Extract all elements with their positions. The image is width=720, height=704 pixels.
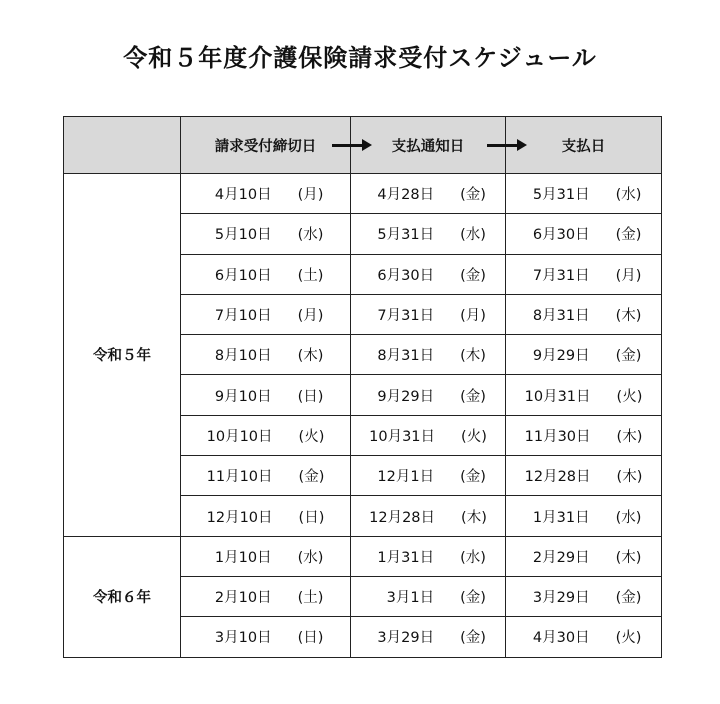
payment-date: 2月29日 <box>532 549 590 566</box>
header-payment-label: 支払日 <box>561 138 606 155</box>
deadline-date: 4月10日 <box>214 187 272 204</box>
notice-date: 12月28日 <box>369 509 436 526</box>
notice-date-weekday: (木) <box>460 348 486 365</box>
deadline-date-cell <box>181 254 351 294</box>
deadline-date-cell <box>181 375 351 415</box>
payment-date-weekday: (火) <box>616 388 643 405</box>
deadline-date-weekday: (土) <box>297 267 324 284</box>
notice-date: 5月31日 <box>377 227 435 244</box>
notice-date: 3月1日 <box>386 590 435 607</box>
notice-date: 4月28日 <box>377 187 435 204</box>
notice-date-weekday: (金) <box>460 267 486 284</box>
payment-date-weekday: (木) <box>615 549 642 566</box>
payment-date-cell <box>506 456 662 496</box>
schedule-table <box>63 116 662 658</box>
payment-date-weekday: (月) <box>615 267 642 284</box>
payment-date: 10月31日 <box>524 388 591 405</box>
payment-date-weekday: (金) <box>615 590 642 607</box>
payment-date: 6月30日 <box>532 227 590 244</box>
notice-date-weekday: (金) <box>460 630 486 647</box>
deadline-date-weekday: (月) <box>297 187 324 204</box>
payment-date-cell <box>506 496 662 536</box>
deadline-date-weekday: (金) <box>298 469 325 486</box>
deadline-date-cell <box>181 536 351 576</box>
notice-date-cell <box>351 294 506 334</box>
deadline-date-weekday: (日) <box>297 388 324 405</box>
deadline-date-cell <box>181 456 351 496</box>
notice-date-cell <box>351 174 506 214</box>
notice-date-weekday: (火) <box>461 428 487 445</box>
notice-date: 6月30日 <box>377 267 435 284</box>
header-deadline <box>181 117 351 174</box>
notice-date-cell <box>351 617 506 657</box>
header-deadline-label: 請求受付締切日 <box>214 138 317 155</box>
deadline-date-cell <box>181 415 351 455</box>
page-title: 令和５年度介護保険請求受付スケジュール <box>123 44 597 72</box>
table-row <box>64 174 662 214</box>
header-year <box>64 117 181 174</box>
deadline-date: 7月10日 <box>214 308 272 325</box>
notice-date-weekday: (水) <box>460 227 486 244</box>
notice-date-weekday: (木) <box>461 509 487 526</box>
deadline-date: 1月10日 <box>214 549 272 566</box>
notice-date-weekday: (月) <box>460 308 486 325</box>
payment-date-weekday: (木) <box>615 308 642 325</box>
deadline-date-weekday: (木) <box>297 348 324 365</box>
notice-date-cell <box>351 335 506 375</box>
year-label: 令和６年 <box>64 536 181 657</box>
notice-date-cell <box>351 536 506 576</box>
payment-date-cell <box>506 254 662 294</box>
payment-date: 7月31日 <box>532 267 590 284</box>
payment-date-weekday: (木) <box>616 469 643 486</box>
payment-date-weekday: (金) <box>615 227 642 244</box>
deadline-date: 2月10日 <box>214 590 272 607</box>
payment-date-cell <box>506 536 662 576</box>
deadline-date-weekday: (日) <box>297 630 324 647</box>
notice-date: 7月31日 <box>377 308 435 325</box>
payment-date: 3月29日 <box>532 590 590 607</box>
deadline-date: 12月10日 <box>206 509 273 526</box>
payment-date: 1月31日 <box>532 509 590 526</box>
payment-date-weekday: (水) <box>615 187 642 204</box>
payment-date-cell <box>506 576 662 616</box>
notice-date-cell <box>351 415 506 455</box>
deadline-date: 10月10日 <box>206 428 273 445</box>
payment-date: 4月30日 <box>532 630 590 647</box>
header-payment <box>506 117 662 174</box>
header-notice <box>351 117 506 174</box>
header-notice-label: 支払通知日 <box>391 138 465 155</box>
payment-date-weekday: (木) <box>616 428 643 445</box>
notice-date: 8月31日 <box>377 348 435 365</box>
deadline-date-cell <box>181 576 351 616</box>
payment-date: 9月29日 <box>532 348 590 365</box>
notice-date-cell <box>351 496 506 536</box>
notice-date-weekday: (金) <box>460 388 486 405</box>
year-label: 令和５年 <box>64 174 181 537</box>
notice-date-weekday: (水) <box>460 549 486 566</box>
deadline-date-cell <box>181 294 351 334</box>
notice-date: 1月31日 <box>377 549 435 566</box>
table-row <box>64 536 662 576</box>
notice-date: 9月29日 <box>377 388 435 405</box>
notice-date-weekday: (金) <box>460 469 486 486</box>
payment-date-weekday: (火) <box>615 630 642 647</box>
notice-date-weekday: (金) <box>460 187 486 204</box>
deadline-date: 9月10日 <box>214 388 272 405</box>
arrow-right-icon <box>332 140 372 150</box>
payment-date: 5月31日 <box>532 187 590 204</box>
payment-date-weekday: (金) <box>615 348 642 365</box>
notice-date-cell <box>351 214 506 254</box>
payment-date-cell <box>506 214 662 254</box>
deadline-date-cell <box>181 335 351 375</box>
payment-date-cell <box>506 335 662 375</box>
deadline-date: 8月10日 <box>214 348 272 365</box>
notice-date: 12月1日 <box>377 469 435 486</box>
deadline-date-weekday: (水) <box>297 549 324 566</box>
payment-date: 11月30日 <box>524 428 591 445</box>
notice-date: 10月31日 <box>369 428 436 445</box>
deadline-date-cell <box>181 214 351 254</box>
payment-date-cell <box>506 415 662 455</box>
deadline-date-weekday: (火) <box>298 428 325 445</box>
payment-date-cell <box>506 617 662 657</box>
deadline-date-cell <box>181 496 351 536</box>
deadline-date-cell <box>181 617 351 657</box>
notice-date-cell <box>351 375 506 415</box>
payment-date: 12月28日 <box>524 469 591 486</box>
deadline-date: 5月10日 <box>214 227 272 244</box>
deadline-date: 6月10日 <box>214 267 272 284</box>
arrow-right-icon <box>487 140 527 150</box>
notice-date-cell <box>351 576 506 616</box>
notice-date: 3月29日 <box>377 630 435 647</box>
deadline-date-weekday: (水) <box>297 227 324 244</box>
deadline-date-weekday: (日) <box>298 509 325 526</box>
notice-date-cell <box>351 456 506 496</box>
header-row <box>64 117 662 174</box>
payment-date-cell <box>506 294 662 334</box>
payment-date-weekday: (水) <box>615 509 642 526</box>
notice-date-weekday: (金) <box>460 590 486 607</box>
payment-date-cell <box>506 174 662 214</box>
notice-date-cell <box>351 254 506 294</box>
deadline-date-weekday: (月) <box>297 308 324 325</box>
payment-date-cell <box>506 375 662 415</box>
deadline-date: 11月10日 <box>206 469 273 486</box>
deadline-date-weekday: (土) <box>297 590 324 607</box>
deadline-date: 3月10日 <box>214 630 272 647</box>
deadline-date-cell <box>181 174 351 214</box>
payment-date: 8月31日 <box>532 308 590 325</box>
